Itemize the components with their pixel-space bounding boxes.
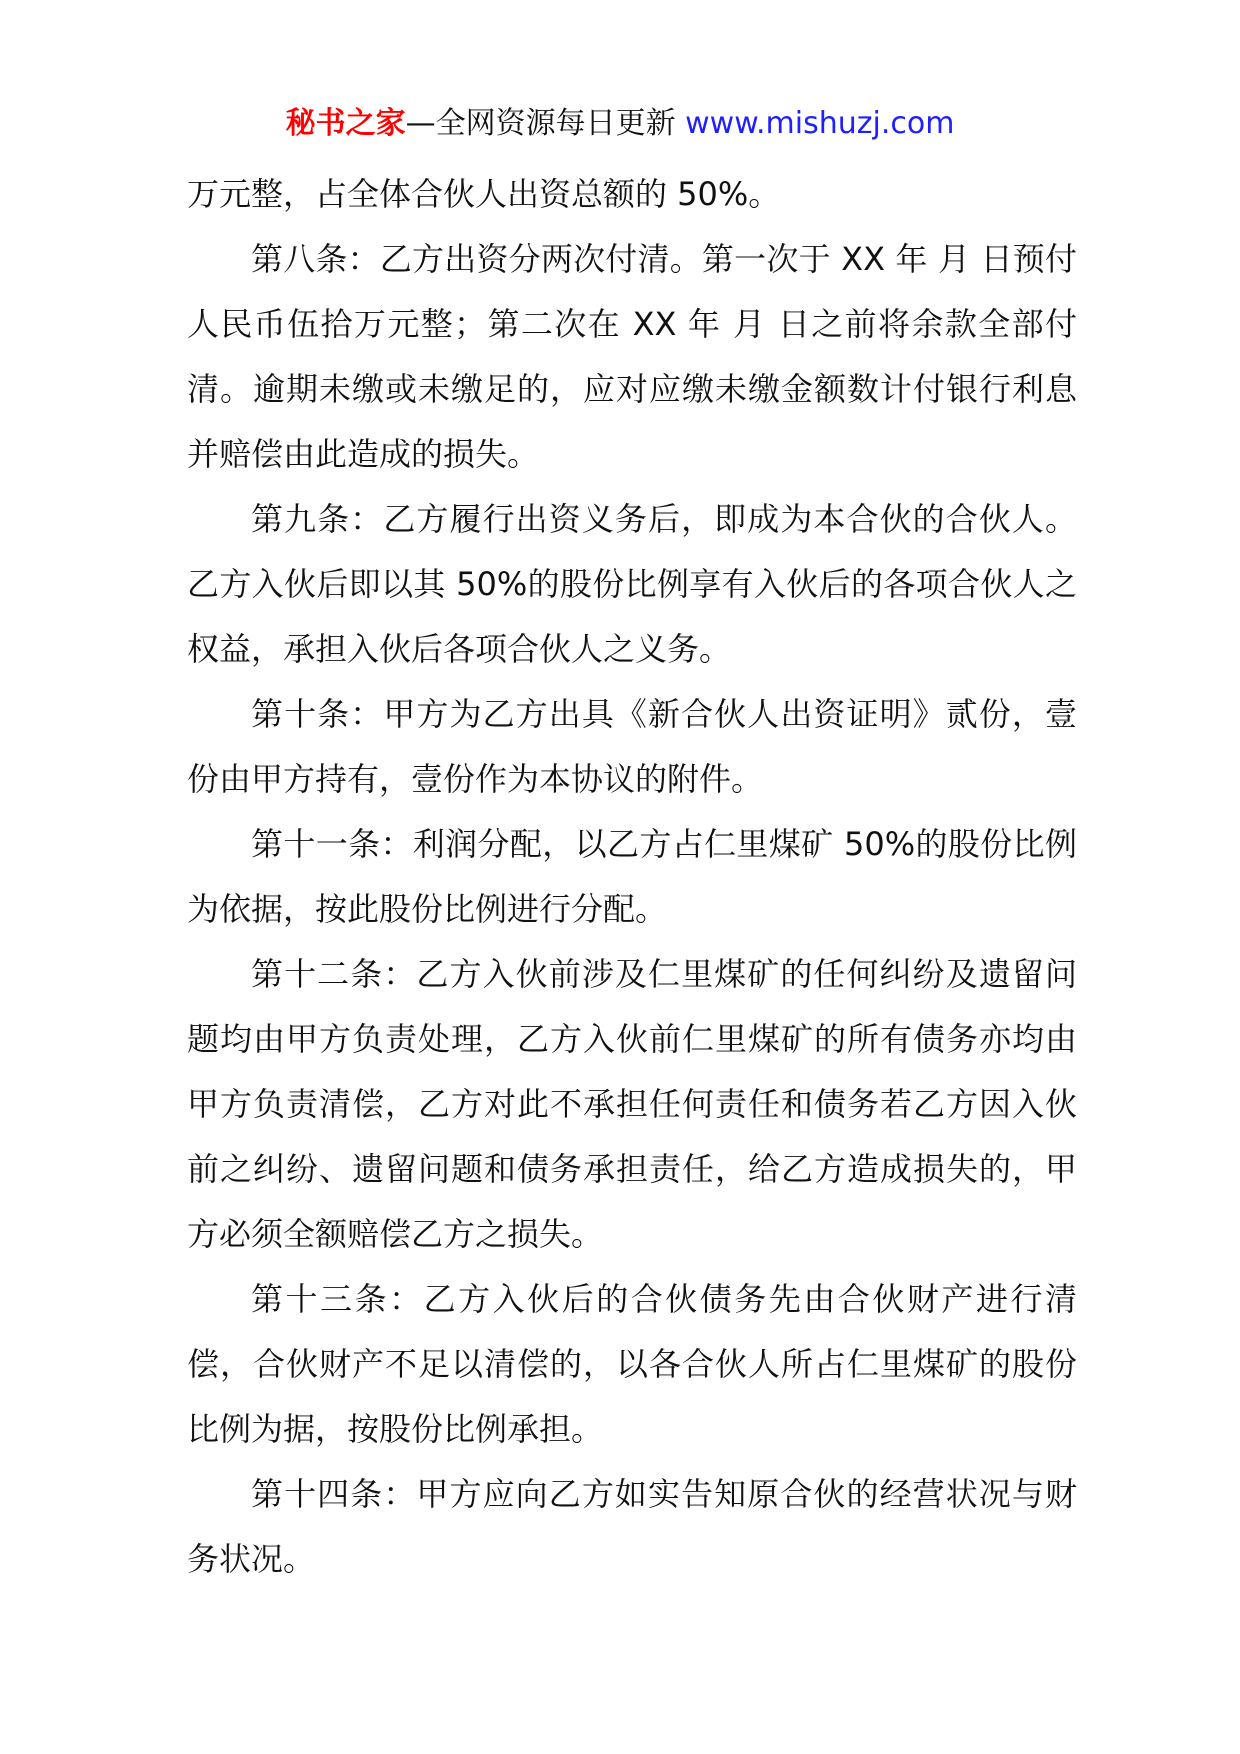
site-header [0, 102, 1240, 146]
article-13-paragraph: 第十三条：乙方入伙后的合伙债务先由合伙财产进行清偿，合伙财产不足以清偿的，以各合伙人所占仁里煤矿的股份比例为据，按股份比例承担。 [187, 1280, 1077, 1448]
article-10-paragraph: 第十条：甲方为乙方出具《新合伙人出资证明》贰份，壹份由甲方持有，壹份作为本协议的附件。 [187, 695, 1077, 798]
brand-name: 秘书之家 [285, 106, 406, 141]
article-8-paragraph: 第八条：乙方出资分两次付清。第一次于 XX 年 月 日预付人民币伍拾万元整；第二次在 XX 年 月 日之前将余款全部付清。逾期未缴或未缴足的，应对应缴未缴金额数计付银行利息并赔偿由此造成的损失。 [187, 240, 1077, 473]
article-14-paragraph: 第十四条：甲方应向乙方如实告知原合伙的经营状况与财务状况。 [187, 1475, 1077, 1578]
paragraph-continuation: 万元整，占全体合伙人出资总额的 50%。 [187, 175, 781, 213]
header-tagline: —全网资源每日更新 [405, 106, 686, 141]
article-11-paragraph: 第十一条：利润分配，以乙方占仁里煤矿 50%的股份比例为依据，按此股份比例进行分配。 [187, 825, 1077, 928]
document-body [187, 162, 1077, 1592]
site-url-link[interactable]: www.mishuzj.com [685, 106, 955, 141]
article-9-paragraph: 第九条：乙方履行出资义务后，即成为本合伙的合伙人。乙方入伙后即以其 50%的股份比例享有入伙后的各项合伙人之权益，承担入伙后各项合伙人之义务。 [187, 500, 1077, 668]
article-12-paragraph: 第十二条：乙方入伙前涉及仁里煤矿的任何纠纷及遗留问题均由甲方负责处理，乙方入伙前仁里煤矿的所有债务亦均由甲方负责清偿，乙方对此不承担任何责任和债务若乙方因入伙前之纠纷、遗留问题和债务承担责任，给乙方造成损失的，甲方必须全额赔偿乙方之损失。 [187, 955, 1077, 1253]
